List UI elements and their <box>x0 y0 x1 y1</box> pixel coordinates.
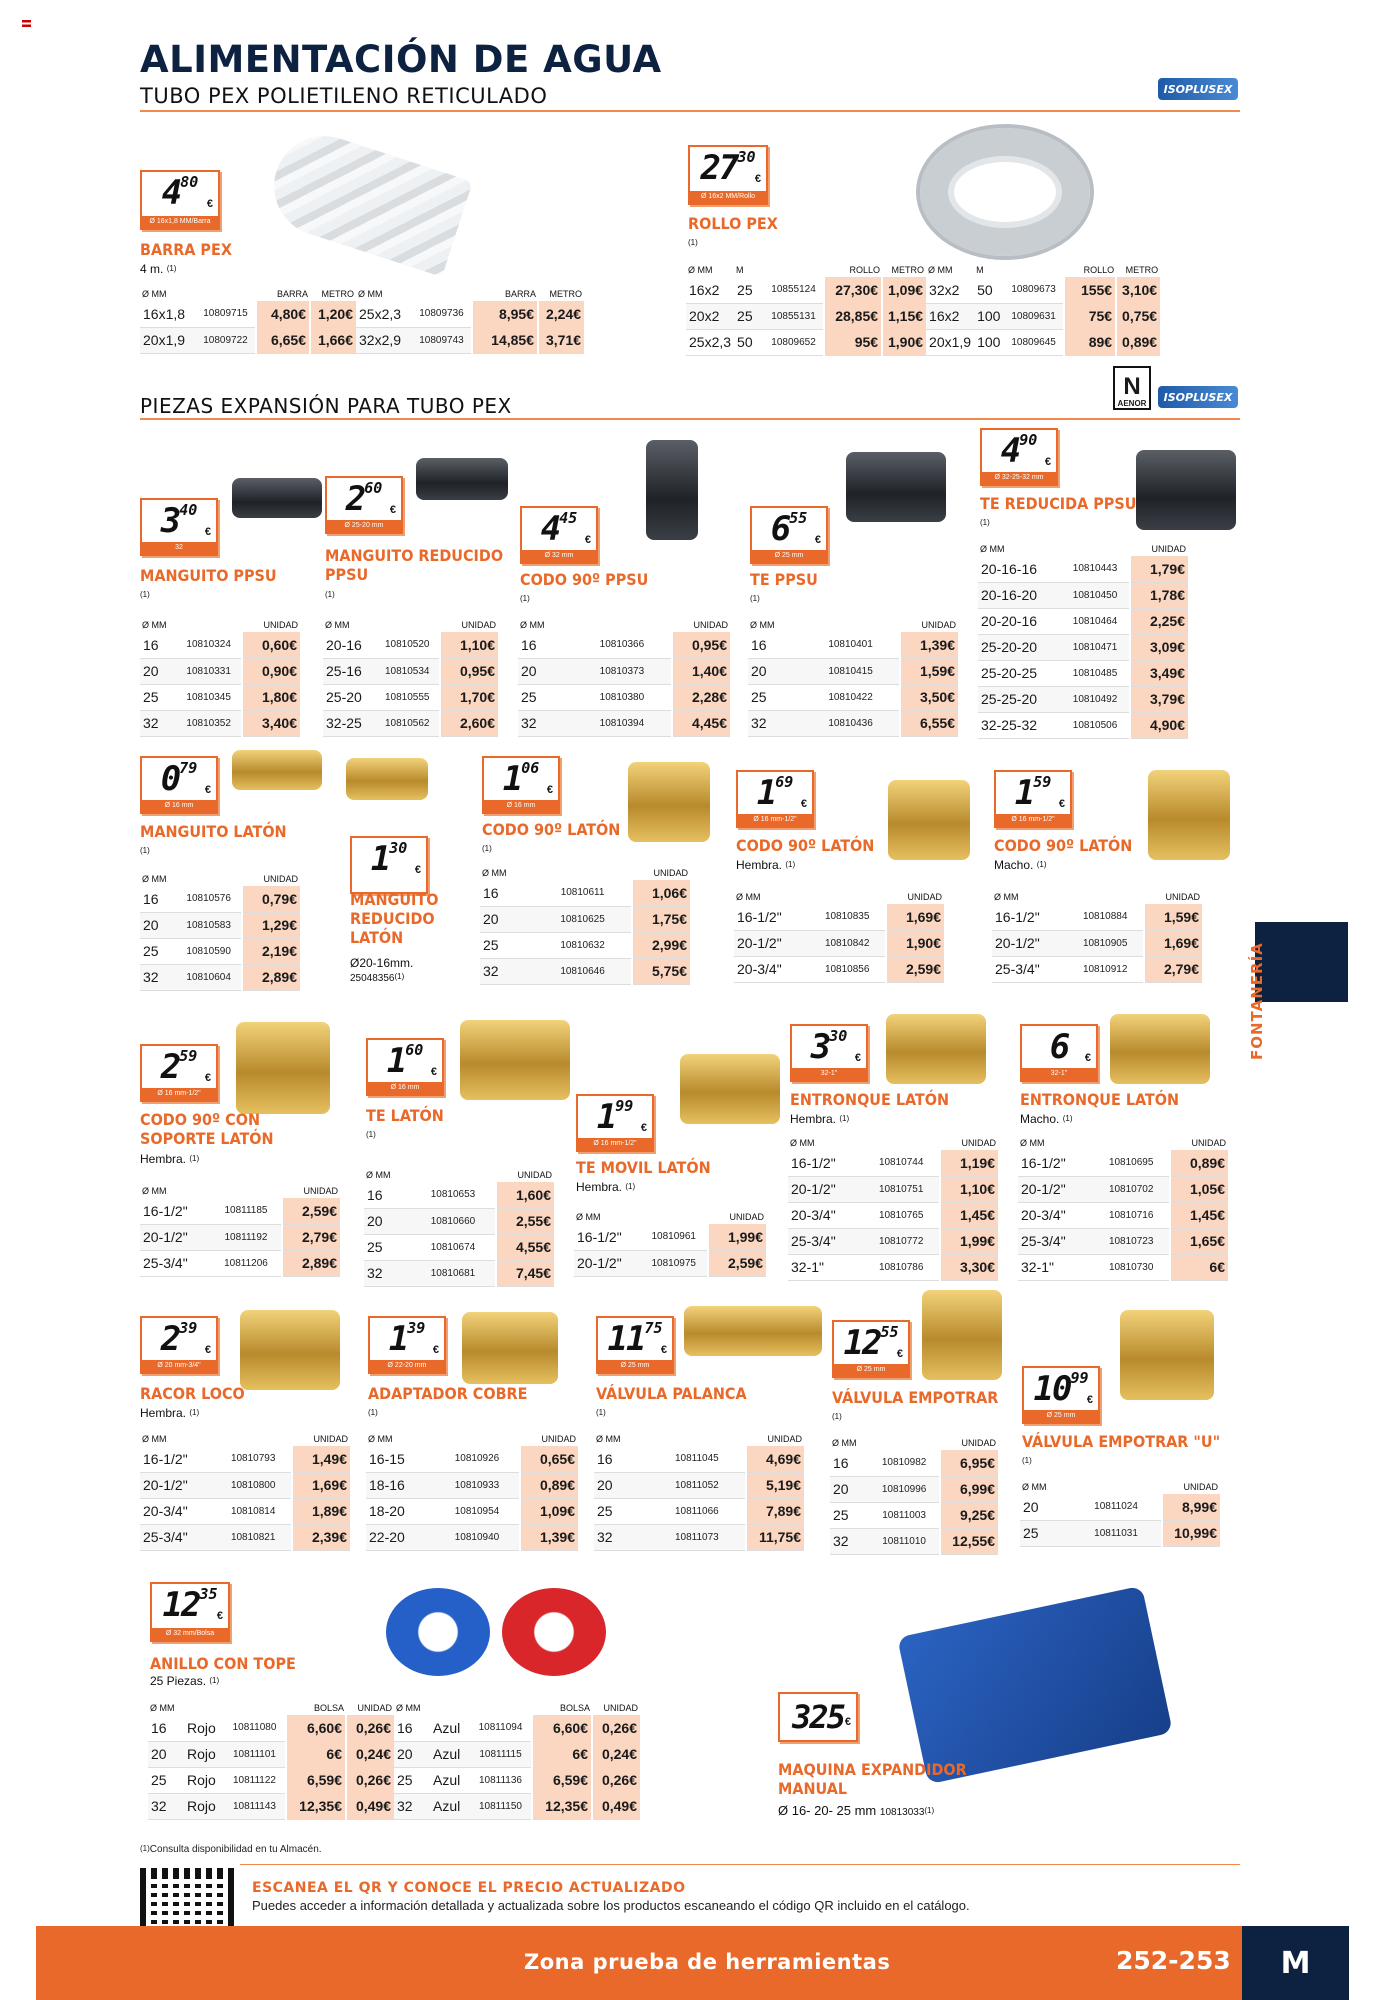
price-tag-maquina: 325 € <box>778 1692 858 1742</box>
price-tag: $1^{06}$ € Ø 16 mm <box>482 756 560 814</box>
table-row: 32 10810646 5,75€ <box>480 958 690 984</box>
table-row: 25-25-20 10810492 3,79€ <box>978 686 1188 712</box>
fitting-image <box>240 1310 340 1390</box>
table-row: 25-20-20 10810471 3,09€ <box>978 634 1188 660</box>
product-name: VÁLVULA PALANCA <box>596 1384 747 1403</box>
product-sub: Ø 16- 20- 25 mm 10813033$^{(1)}$ <box>778 1803 935 1818</box>
product-sub: (1) <box>482 844 492 853</box>
qr-title: ESCANEA EL QR Y CONOCE EL PRECIO ACTUALIZADO <box>252 1880 686 1896</box>
price-tag: $12^{55}$ € Ø 25 mm <box>832 1320 910 1378</box>
price-tag-rollo: $27^{30}$ € Ø 16x2 MM/Rollo <box>688 145 768 205</box>
product-note: (1) <box>688 238 698 247</box>
product-table: Ø MM UNIDAD 20 10811024 8,99€ 25 10811031 10,99€ <box>1020 1480 1220 1547</box>
product-table: Ø MM UNIDAD 16-1/2" 10811185 2,59€ 20-1/2" 10811192 2,79€ 25-3/4" 10811206 2,89€ <box>140 1184 340 1277</box>
table-row: 20-16 10810520 1,10€ <box>323 632 498 658</box>
page-title: ALIMENTACIÓN DE AGUA <box>140 38 662 81</box>
red-ring-image <box>502 1588 606 1676</box>
table-row: 32-1" 10810786 3,30€ <box>788 1254 998 1280</box>
product-table: Ø MM UNIDAD 16 10810576 0,79€ 20 10810583 1,29€ 25 10810590 2,19€ 32 10810604 2,89€ <box>140 872 300 991</box>
footnote: $^{(1)}$Consulta disponibilidad en tu Almacén. <box>140 1844 322 1855</box>
product-table: Ø MM UNIDAD 16 10810611 1,06€ 20 10810625 1,75€ 25 10810632 2,99€ 32 10810646 5,75€ <box>480 866 690 985</box>
table-row: 32-25-32 10810506 4,90€ <box>978 712 1188 738</box>
product-name: ROLLO PEX <box>688 214 778 233</box>
table-row: 18-20 10810954 1,09€ <box>366 1498 578 1524</box>
price-tag-anillo: $12^{35}$ € Ø 32 mm/Bolsa <box>150 1582 230 1642</box>
table-row: 25-3/4" 10810772 1,99€ <box>788 1228 998 1254</box>
product-table: Ø MM UNIDAD 20-16-16 10810443 1,79€ 20-16-20 10810450 1,78€ 20-20-16 10810464 2,25€ 25-20-20 10810471 3,09€ 25-20-25 10810485 3,49€ 25-25-20 10810492 3,79€ 32-25-32 10810506 4,90€ <box>978 542 1188 739</box>
price-tag: $1^{59}$ € Ø 16 mm-1/2" <box>994 770 1072 828</box>
product-sub: Hembra. $^{(1)}$ <box>140 1406 200 1420</box>
table-row: 20 10810331 0,90€ <box>140 658 300 684</box>
product-table: Ø MM UNIDAD 16-1/2" 10810744 1,19€ 20-1/2" 10810751 1,10€ 20-3/4" 10810765 1,45€ 25-3/4" 10810772 1,99€ 32-1" 10810786 3,30€ <box>788 1136 998 1281</box>
table-row: 20-3/4" 10810856 2,59€ <box>734 956 944 982</box>
table-row: 16-1/2" 10811185 2,59€ <box>140 1198 340 1224</box>
product-name: TE REDUCIDA PPSU <box>980 494 1137 513</box>
product-sub: (1) <box>140 846 150 855</box>
table-row: 20 10810660 2,55€ <box>364 1208 554 1234</box>
table-row: 22-20 10810940 1,39€ <box>366 1524 578 1550</box>
brand-logo: ISOPLUSEX <box>1158 78 1238 100</box>
table-row: 25 10810380 2,28€ <box>518 684 730 710</box>
fitting-image <box>922 1290 1002 1380</box>
table-row: 25-3/4" 10810723 1,65€ <box>1018 1228 1228 1254</box>
product-sub: (1) <box>832 1412 842 1421</box>
product-name: MANGUITO REDUCIDO LATÓN <box>350 890 439 947</box>
product-name: CODO 90º LATÓN <box>994 836 1133 855</box>
product-sub: Macho. $^{(1)}$ <box>1020 1112 1073 1126</box>
product-sub: Hembra. $^{(1)}$ <box>736 858 796 872</box>
table-row: 16-1/2" 10810961 1,99€ <box>574 1224 766 1250</box>
product-table: Ø MM UNIDAD 20-16 10810520 1,10€ 25-16 10810534 0,95€ 25-20 10810555 1,70€ 32-25 10810562 2,60€ <box>323 618 498 737</box>
table-row: 16 10810366 0,95€ <box>518 632 730 658</box>
price-tag: $1^{39}$ € Ø 22-20 mm <box>368 1316 446 1374</box>
fitting-image <box>1136 450 1236 530</box>
product-sub: (1) <box>596 1408 606 1417</box>
barra-table: Ø MM BARRA METRO Ø MM BARRA METRO 16x1,8 10809715 4,80€ 1,20€ 25x2,3 10809736 8,95€ 2,24€ 20x1,9 10809722 6,65€ 1,66€ 32x2,9 10809743 14,85€ 3,71€ <box>140 287 584 354</box>
table-row: 20 10810415 1,59€ <box>748 658 958 684</box>
product-name: ADAPTADOR COBRE <box>368 1384 528 1403</box>
table-row: 32 Rojo 10811143 12,35€ 0,49€ 32 Azul 10811150 12,35€ 0,49€ <box>148 1793 640 1819</box>
fitting-image <box>680 1054 780 1124</box>
product-name: ANILLO CON TOPE <box>150 1654 296 1673</box>
price-tag: $0^{79}$ € Ø 16 mm <box>140 756 218 814</box>
product-table: Ø MM UNIDAD 16-1/2" 10810961 1,99€ 20-1/2" 10810975 2,59€ <box>574 1210 766 1277</box>
table-row: 20-1/2" 10810751 1,10€ <box>788 1176 998 1202</box>
page-numbers: 252-253 <box>1116 1946 1231 1975</box>
table-row: 20 Rojo 10811101 6€ 0,24€ 20 Azul 10811115 6€ 0,24€ <box>148 1741 640 1767</box>
product-sub: Hembra. $^{(1)}$ <box>140 1152 200 1166</box>
product-table: Ø MM UNIDAD 16 10810982 6,95€ 20 10810996 6,99€ 25 10811003 9,25€ 32 10811010 12,55€ <box>830 1436 998 1555</box>
table-row: 16x1,8 10809715 4,80€ 1,20€ 25x2,3 10809736 8,95€ 2,24€ <box>140 301 584 327</box>
table-row: 16-1/2" 10810884 1,59€ <box>992 904 1202 930</box>
product-name: ENTRONQUE LATÓN <box>1020 1090 1180 1109</box>
rollo-table: Ø MM M ROLLO METRO Ø MM M ROLLO METRO 16x2 25 10855124 27,30€ 1,09€ 32x2 50 10809673 155€ 3,10€ 20x2 25 10855131 28,85€ 1,15€ 16x2 100 10809631 75€ 0,75€ 25x2,3 50 10809652 95€ 1,90€ 20x1,9 100 10809645 89€ 0,89€ <box>686 263 1160 356</box>
divider <box>140 110 1240 112</box>
fitting-image <box>346 758 428 800</box>
table-row: 20-3/4" 10810765 1,45€ <box>788 1202 998 1228</box>
fitting-image <box>846 452 946 522</box>
table-row: 20-1/2" 10811192 2,79€ <box>140 1224 340 1250</box>
product-sub: (1) <box>325 590 335 599</box>
fitting-image <box>460 1020 570 1100</box>
product-table: Ø MM UNIDAD 16 10810653 1,60€ 20 10810660 2,55€ 25 10810674 4,55€ 32 10810681 7,45€ <box>364 1168 554 1287</box>
product-sub: (1) <box>368 1408 378 1417</box>
fitting-image <box>646 440 698 540</box>
table-row: 20-16-20 10810450 1,78€ <box>978 582 1188 608</box>
product-name: MAQUINA EXPANDIDOR MANUAL <box>778 1760 967 1798</box>
table-row: 20 10810373 1,40€ <box>518 658 730 684</box>
product-sub: 4 m. $^{(1)}$ <box>140 262 177 276</box>
product-name: VÁLVULA EMPOTRAR "U" <box>1022 1432 1221 1451</box>
table-row: 25 10811031 10,99€ <box>1020 1520 1220 1546</box>
table-row: 16-1/2" 10810744 1,19€ <box>788 1150 998 1176</box>
section-title: PIEZAS EXPANSIÓN PARA TUBO PEX <box>140 394 512 418</box>
table-row: 20-3/4" 10810814 1,89€ <box>140 1498 350 1524</box>
table-row: 16-1/2" 10810695 0,89€ <box>1018 1150 1228 1176</box>
fitting-image <box>684 1306 822 1356</box>
brand-m-logo: M <box>1242 1926 1349 2000</box>
price-tag: $1^{99}$ € Ø 16 mm-1/2" <box>576 1094 654 1152</box>
price-tag: 6 € 32-1" <box>1020 1024 1098 1082</box>
fitting-image <box>886 1014 986 1084</box>
table-row: 32 10810604 2,89€ <box>140 964 300 990</box>
table-row: 25-20 10810555 1,70€ <box>323 684 498 710</box>
product-name: TE PPSU <box>750 570 818 589</box>
table-row: 32 10811010 12,55€ <box>830 1528 998 1554</box>
product-name: VÁLVULA EMPOTRAR <box>832 1388 999 1407</box>
fitting-image <box>236 1022 330 1114</box>
pex-coil-image <box>920 128 1090 256</box>
table-row: 25 10810674 4,55€ <box>364 1234 554 1260</box>
anillo-table: Ø MM BOLSA UNIDAD Ø MM BOLSA UNIDAD 16 Rojo 10811080 6,60€ 0,26€ 16 Azul 10811094 6,60€ 0,26€ 20 Rojo 10811101 6€ 0,24€ 20 Azul 10811115 6€ 0,24€ 25 Rojo 10811122 6,59€ 0,26€ 25 Azul 10811136 6,59€ 0,26€ 32 Rojo 10811143 12,35€ 0,49€ 32 Azul 10811150 12,35€ 0,49€ <box>148 1701 640 1820</box>
table-row: 20 10810625 1,75€ <box>480 906 690 932</box>
product-name: RACOR LOCO <box>140 1384 245 1403</box>
table-row: 16x2 25 10855124 27,30€ 1,09€ 32x2 50 10809673 155€ 3,10€ <box>686 277 1160 303</box>
table-row: 16 10810576 0,79€ <box>140 886 300 912</box>
footer-zone-text: Zona prueba de herramientas <box>524 1950 891 1974</box>
flag-icon <box>22 20 31 27</box>
product-sub: Hembra. $^{(1)}$ <box>576 1180 636 1194</box>
table-row: 16 10810324 0,60€ <box>140 632 300 658</box>
product-table: Ø MM UNIDAD 16-1/2" 10810884 1,59€ 20-1/2" 10810905 1,69€ 25-3/4" 10810912 2,79€ <box>992 890 1202 983</box>
table-row: 32 10811073 11,75€ <box>594 1524 804 1550</box>
product-table: Ø MM UNIDAD 16 10811045 4,69€ 20 10811052 5,19€ 25 10811066 7,89€ 32 10811073 11,75€ <box>594 1432 804 1551</box>
product-sub: (1) <box>750 594 760 603</box>
blue-ring-image <box>386 1588 490 1676</box>
table-row: 16 10810653 1,60€ <box>364 1182 554 1208</box>
table-row: 20 10811052 5,19€ <box>594 1472 804 1498</box>
table-row: 25 10810345 1,80€ <box>140 684 300 710</box>
product-table: Ø MM UNIDAD 16-1/2" 10810835 1,69€ 20-1/2" 10810842 1,90€ 20-3/4" 10810856 2,59€ <box>734 890 944 983</box>
product-name: MANGUITO LATÓN <box>140 822 287 841</box>
product-name: TE LATÓN <box>366 1106 444 1125</box>
table-row: 20x1,9 10809722 6,65€ 1,66€ 32x2,9 10809743 14,85€ 3,71€ <box>140 327 584 353</box>
fitting-image <box>416 458 508 500</box>
product-sub: (1) <box>1022 1456 1032 1465</box>
table-row: 20-1/2" 10810842 1,90€ <box>734 930 944 956</box>
price-tag: $4^{90}$ € Ø 32-25-32 mm <box>980 428 1058 486</box>
table-row: 32-25 10810562 2,60€ <box>323 710 498 736</box>
product-sub: (1) <box>366 1130 376 1139</box>
pex-bars-image <box>261 123 473 277</box>
brand-logo-2: ISOPLUSEX <box>1158 386 1238 408</box>
fitting-image <box>1120 1310 1214 1400</box>
price-tag: $10^{99}$ € Ø 25 mm <box>1022 1366 1100 1424</box>
page-subtitle: TUBO PEX POLIETILENO RETICULADO <box>140 84 548 108</box>
table-row: 20-1/2" 10810975 2,59€ <box>574 1250 766 1276</box>
table-row: 20-1/2" 10810800 1,69€ <box>140 1472 350 1498</box>
table-row: 32-1" 10810730 6€ <box>1018 1254 1228 1280</box>
expander-case-image <box>897 1586 1173 1785</box>
product-table: Ø MM UNIDAD 16-15 10810926 0,65€ 18-16 10810933 0,89€ 18-20 10810954 1,09€ 22-20 10810940 1,39€ <box>366 1432 578 1551</box>
table-row: 25-3/4" 10810821 2,39€ <box>140 1524 350 1550</box>
price-tag: $6^{55}$ € Ø 25 mm <box>750 506 828 564</box>
table-row: 16-1/2" 10810835 1,69€ <box>734 904 944 930</box>
table-row: 25-3/4" 10810912 2,79€ <box>992 956 1202 982</box>
product-sub: (1) <box>980 518 990 527</box>
table-row: 16 10810611 1,06€ <box>480 880 690 906</box>
product-name: CODO 90º PPSU <box>520 570 649 589</box>
product-sub: Ø20-16mm. 25048356$^{(1)}$ <box>350 956 414 984</box>
table-row: 20-1/2" 10810702 1,05€ <box>1018 1176 1228 1202</box>
price-tag: $1^{30}$ € <box>350 836 428 894</box>
fitting-image <box>462 1312 558 1384</box>
table-row: 25 10811066 7,89€ <box>594 1498 804 1524</box>
product-table: Ø MM UNIDAD 16-1/2" 10810793 1,49€ 20-1/2" 10810800 1,69€ 20-3/4" 10810814 1,89€ 25-3/4" 10810821 2,39€ <box>140 1432 350 1551</box>
qr-text: Puedes acceder a información detallada y actualizada sobre los productos escaneando el código QR incluido en el catálogo. <box>252 1898 970 1913</box>
table-row: 20-20-16 10810464 2,25€ <box>978 608 1188 634</box>
table-row: 25 10810590 2,19€ <box>140 938 300 964</box>
table-row: 20-16-16 10810443 1,79€ <box>978 556 1188 582</box>
product-name: MANGUITO REDUCIDO PPSU <box>325 546 504 584</box>
sidebar-label: FONTANERÍA <box>1248 942 1266 1060</box>
table-row: 25 10810422 3,50€ <box>748 684 958 710</box>
table-row: 16-15 10810926 0,65€ <box>366 1446 578 1472</box>
table-row: 25-3/4" 10811206 2,89€ <box>140 1250 340 1276</box>
product-sub: (1) <box>140 590 150 599</box>
table-row: 20 10810996 6,99€ <box>830 1476 998 1502</box>
price-tag: $2^{39}$ € Ø 20 mm-3/4" <box>140 1316 218 1374</box>
product-sub: (1) <box>520 594 530 603</box>
table-row: 16 10811045 4,69€ <box>594 1446 804 1472</box>
product-sub: 25 Piezas. $^{(1)}$ <box>150 1674 220 1688</box>
price-tag: $3^{30}$ € 32-1" <box>790 1024 868 1082</box>
product-table: Ø MM UNIDAD 16 10810366 0,95€ 20 10810373 1,40€ 25 10810380 2,28€ 32 10810394 4,45€ <box>518 618 730 737</box>
product-table: Ø MM UNIDAD 16 10810401 1,39€ 20 10810415 1,59€ 25 10810422 3,50€ 32 10810436 6,55€ <box>748 618 958 737</box>
product-table: Ø MM UNIDAD 16-1/2" 10810695 0,89€ 20-1/2" 10810702 1,05€ 20-3/4" 10810716 1,45€ 25-3/4" 10810723 1,65€ 32-1" 10810730 6€ <box>1018 1136 1228 1281</box>
product-name: CODO 90º LATÓN <box>482 820 621 839</box>
table-row: 32 10810436 6,55€ <box>748 710 958 736</box>
table-row: 25-20-25 10810485 3,49€ <box>978 660 1188 686</box>
product-table: Ø MM UNIDAD 16 10810324 0,60€ 20 10810331 0,90€ 25 10810345 1,80€ 32 10810352 3,40€ <box>140 618 300 737</box>
price-tag: $2^{59}$ € Ø 16 mm-1/2" <box>140 1044 218 1102</box>
table-row: 16 10810982 6,95€ <box>830 1450 998 1476</box>
sidebar-tab <box>1255 922 1348 1002</box>
price-tag: $1^{60}$ € Ø 16 mm <box>366 1038 444 1096</box>
product-name: BARRA PEX <box>140 240 232 259</box>
price-tag: $2^{60}$ € Ø 25-20 mm <box>325 476 403 534</box>
table-row: 25 10810632 2,99€ <box>480 932 690 958</box>
table-row: 20x2 25 10855131 28,85€ 1,15€ 16x2 100 10809631 75€ 0,75€ <box>686 303 1160 329</box>
table-row: 20-1/2" 10810905 1,69€ <box>992 930 1202 956</box>
table-row: 16 10810401 1,39€ <box>748 632 958 658</box>
price-tag: $4^{45}$ € Ø 32 mm <box>520 506 598 564</box>
table-row: 20 10810583 1,29€ <box>140 912 300 938</box>
price-tag: $11^{75}$ € Ø 25 mm <box>596 1316 674 1374</box>
product-name: TE MOVIL LATÓN <box>576 1158 711 1177</box>
table-row: 25 10811003 9,25€ <box>830 1502 998 1528</box>
product-sub: Macho. $^{(1)}$ <box>994 858 1047 872</box>
divider <box>140 1864 1240 1865</box>
table-row: 20 10811024 8,99€ <box>1020 1494 1220 1520</box>
table-row: 16-1/2" 10810793 1,49€ <box>140 1446 350 1472</box>
aenor-cert-icon: N AENOR <box>1113 366 1151 410</box>
table-row: 25 Rojo 10811122 6,59€ 0,26€ 25 Azul 10811136 6,59€ 0,26€ <box>148 1767 640 1793</box>
fitting-image <box>1110 1014 1210 1084</box>
divider <box>140 418 1240 420</box>
price-tag: $3^{40}$ € 32 <box>140 498 218 556</box>
product-sub: Hembra. $^{(1)}$ <box>790 1112 850 1126</box>
table-row: 20-3/4" 10810716 1,45€ <box>1018 1202 1228 1228</box>
table-row: 32 10810352 3,40€ <box>140 710 300 736</box>
fitting-image <box>232 478 322 518</box>
table-row: 32 10810681 7,45€ <box>364 1260 554 1286</box>
price-tag-barra: $4^{80}$ € Ø 16x1,8 MM/Barra <box>140 170 220 230</box>
table-row: 16 Rojo 10811080 6,60€ 0,26€ 16 Azul 10811094 6,60€ 0,26€ <box>148 1715 640 1741</box>
product-name: MANGUITO PPSU <box>140 566 277 585</box>
fitting-image <box>232 750 322 790</box>
table-row: 25x2,3 50 10809652 95€ 1,90€ 20x1,9 100 10809645 89€ 0,89€ <box>686 329 1160 355</box>
table-row: 25-16 10810534 0,95€ <box>323 658 498 684</box>
product-name: CODO 90º CON SOPORTE LATÓN <box>140 1110 274 1148</box>
product-name: CODO 90º LATÓN <box>736 836 875 855</box>
table-row: 18-16 10810933 0,89€ <box>366 1472 578 1498</box>
price-tag: $1^{69}$ € Ø 16 mm-1/2" <box>736 770 814 828</box>
table-row: 32 10810394 4,45€ <box>518 710 730 736</box>
product-name: ENTRONQUE LATÓN <box>790 1090 950 1109</box>
